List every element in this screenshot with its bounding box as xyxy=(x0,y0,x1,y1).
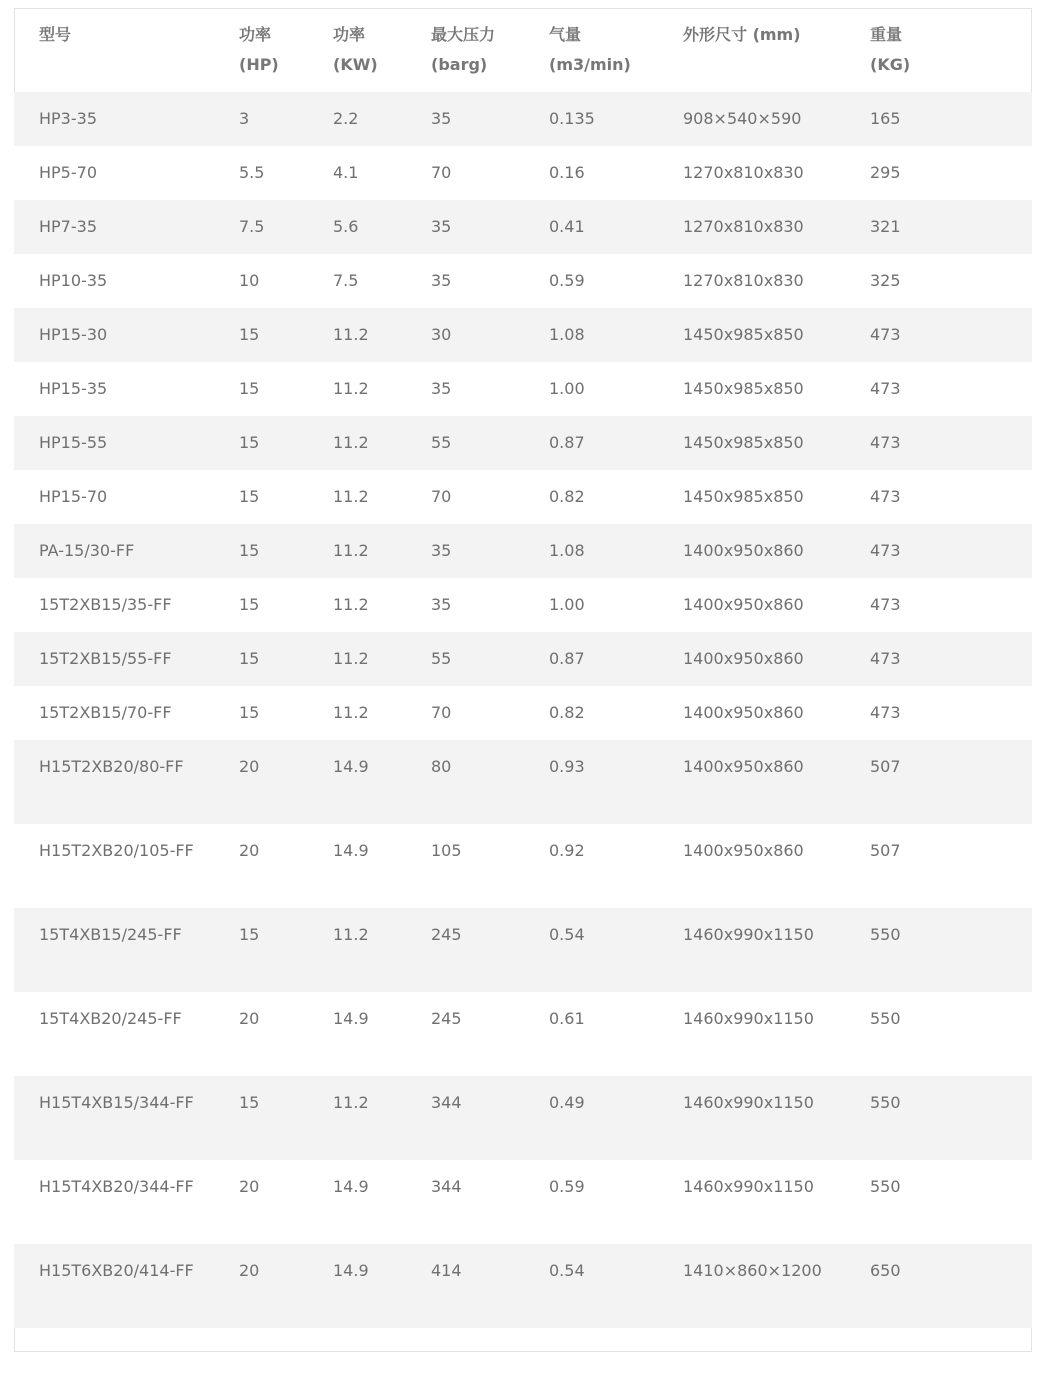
header-weight-unit: (KG) xyxy=(870,55,911,74)
cell-model: H15T4XB20/344-FF xyxy=(39,1177,194,1196)
cell-hp: 15 xyxy=(239,595,260,614)
cell-weight: 473 xyxy=(870,433,901,452)
table-row xyxy=(14,824,1032,908)
cell-dimensions: 1400x950x860 xyxy=(683,541,804,560)
cell-weight: 550 xyxy=(870,1093,901,1112)
cell-flow: 0.54 xyxy=(549,925,585,944)
cell-hp: 3 xyxy=(239,109,250,128)
cell-flow: 0.93 xyxy=(549,757,585,776)
cell-hp: 20 xyxy=(239,1261,260,1280)
cell-flow: 0.87 xyxy=(549,649,585,668)
cell-hp: 15 xyxy=(239,487,260,506)
cell-weight: 507 xyxy=(870,841,901,860)
cell-weight: 321 xyxy=(870,217,901,236)
cell-hp: 5.5 xyxy=(239,163,265,182)
cell-weight: 650 xyxy=(870,1261,901,1280)
cell-flow: 0.82 xyxy=(549,703,585,722)
header-hp-label: 功率 xyxy=(239,25,272,44)
cell-kw: 11.2 xyxy=(333,703,369,722)
cell-model: 15T2XB15/55-FF xyxy=(39,649,172,668)
header-weight xyxy=(870,8,1032,92)
header-hp-unit: (HP) xyxy=(239,55,279,74)
cell-model: PA-15/30-FF xyxy=(39,541,135,560)
cell-dimensions: 1460x990x1150 xyxy=(683,925,814,944)
cell-weight: 473 xyxy=(870,649,901,668)
cell-weight: 473 xyxy=(870,379,901,398)
cell-dimensions: 1400x950x860 xyxy=(683,841,804,860)
cell-weight: 473 xyxy=(870,325,901,344)
cell-model: HP15-55 xyxy=(39,433,108,452)
cell-dimensions: 1460x990x1150 xyxy=(683,1009,814,1028)
cell-model: HP15-70 xyxy=(39,487,108,506)
cell-flow: 0.59 xyxy=(549,271,585,290)
cell-pressure: 55 xyxy=(431,649,452,668)
cell-pressure: 70 xyxy=(431,703,452,722)
cell-hp: 15 xyxy=(239,325,260,344)
cell-model: HP10-35 xyxy=(39,271,108,290)
cell-model: 15T4XB15/245-FF xyxy=(39,925,182,944)
cell-hp: 15 xyxy=(239,541,260,560)
cell-flow: 0.61 xyxy=(549,1009,585,1028)
cell-dimensions: 1270x810x830 xyxy=(683,217,804,236)
cell-weight: 550 xyxy=(870,925,901,944)
table-row xyxy=(14,992,1032,1076)
header-model-label: 型号 xyxy=(39,25,72,44)
cell-flow: 0.54 xyxy=(549,1261,585,1280)
cell-weight: 507 xyxy=(870,757,901,776)
cell-kw: 14.9 xyxy=(333,1261,369,1280)
cell-hp: 20 xyxy=(239,1177,260,1196)
cell-dimensions: 1270x810x830 xyxy=(683,163,804,182)
cell-kw: 11.2 xyxy=(333,325,369,344)
cell-flow: 1.00 xyxy=(549,379,585,398)
header-model xyxy=(14,8,239,92)
cell-weight: 295 xyxy=(870,163,901,182)
cell-dimensions: 1460x990x1150 xyxy=(683,1177,814,1196)
cell-pressure: 245 xyxy=(431,1009,462,1028)
cell-kw: 7.5 xyxy=(333,271,359,290)
cell-weight: 473 xyxy=(870,487,901,506)
table-row xyxy=(14,578,1032,632)
cell-hp: 20 xyxy=(239,1009,260,1028)
header-flow-unit: (m3/min) xyxy=(549,55,631,74)
cell-weight: 473 xyxy=(870,541,901,560)
table-row xyxy=(14,92,1032,146)
cell-pressure: 344 xyxy=(431,1093,462,1112)
table-row xyxy=(14,470,1032,524)
cell-pressure: 70 xyxy=(431,163,452,182)
header-dims-label: 外形尺寸 (mm) xyxy=(683,25,801,44)
cell-model: 15T2XB15/70-FF xyxy=(39,703,172,722)
header-kw-label: 功率 xyxy=(333,25,366,44)
table-row xyxy=(14,308,1032,362)
cell-pressure: 80 xyxy=(431,757,452,776)
cell-kw: 11.2 xyxy=(333,595,369,614)
cell-model: H15T2XB20/80-FF xyxy=(39,757,184,776)
header-pressure xyxy=(431,8,549,92)
table-row xyxy=(14,416,1032,470)
cell-model: 15T4XB20/245-FF xyxy=(39,1009,182,1028)
cell-flow: 0.59 xyxy=(549,1177,585,1196)
cell-dimensions: 1400x950x860 xyxy=(683,595,804,614)
header-kw xyxy=(333,8,431,92)
table-row xyxy=(14,1244,1032,1328)
cell-hp: 10 xyxy=(239,271,260,290)
cell-pressure: 414 xyxy=(431,1261,462,1280)
cell-dimensions: 1400x950x860 xyxy=(683,757,804,776)
table-row xyxy=(14,740,1032,824)
cell-weight: 473 xyxy=(870,703,901,722)
cell-flow: 1.00 xyxy=(549,595,585,614)
cell-kw: 2.2 xyxy=(333,109,359,128)
spec-table-container xyxy=(14,8,1032,1352)
cell-hp: 20 xyxy=(239,757,260,776)
cell-model: HP5-70 xyxy=(39,163,97,182)
table-row xyxy=(14,254,1032,308)
cell-pressure: 70 xyxy=(431,487,452,506)
header-weight-label: 重量 xyxy=(870,25,903,44)
cell-model: H15T6XB20/414-FF xyxy=(39,1261,194,1280)
cell-model: HP7-35 xyxy=(39,217,97,236)
cell-hp: 15 xyxy=(239,703,260,722)
header-pressure-label: 最大压力 xyxy=(431,25,496,44)
table-row xyxy=(14,200,1032,254)
cell-flow: 0.87 xyxy=(549,433,585,452)
cell-hp: 7.5 xyxy=(239,217,265,236)
cell-model: 15T2XB15/35-FF xyxy=(39,595,172,614)
cell-dimensions: 1400x950x860 xyxy=(683,649,804,668)
cell-weight: 473 xyxy=(870,595,901,614)
cell-kw: 11.2 xyxy=(333,1093,369,1112)
header-flow-label: 气量 xyxy=(549,25,582,44)
table-row xyxy=(14,362,1032,416)
cell-dimensions: 1400x950x860 xyxy=(683,703,804,722)
cell-flow: 1.08 xyxy=(549,541,585,560)
table-row xyxy=(14,1160,1032,1244)
header-pressure-unit: (barg) xyxy=(431,55,488,74)
cell-kw: 14.9 xyxy=(333,1009,369,1028)
table-row xyxy=(14,686,1032,740)
cell-kw: 11.2 xyxy=(333,925,369,944)
cell-flow: 0.135 xyxy=(549,109,595,128)
cell-weight: 165 xyxy=(870,109,901,128)
cell-kw: 11.2 xyxy=(333,487,369,506)
header-dims xyxy=(683,8,870,92)
cell-pressure: 35 xyxy=(431,595,452,614)
table-row xyxy=(14,146,1032,200)
table-body xyxy=(14,92,1032,1328)
cell-model: H15T4XB15/344-FF xyxy=(39,1093,194,1112)
cell-dimensions: 1450x985x850 xyxy=(683,325,804,344)
cell-weight: 325 xyxy=(870,271,901,290)
cell-hp: 15 xyxy=(239,925,260,944)
cell-pressure: 344 xyxy=(431,1177,462,1196)
cell-kw: 11.2 xyxy=(333,649,369,668)
cell-hp: 15 xyxy=(239,433,260,452)
cell-kw: 14.9 xyxy=(333,841,369,860)
cell-flow: 0.41 xyxy=(549,217,585,236)
cell-kw: 11.2 xyxy=(333,379,369,398)
cell-pressure: 30 xyxy=(431,325,452,344)
cell-hp: 15 xyxy=(239,649,260,668)
cell-kw: 11.2 xyxy=(333,433,369,452)
cell-flow: 0.49 xyxy=(549,1093,585,1112)
cell-pressure: 35 xyxy=(431,217,452,236)
table-row xyxy=(14,1076,1032,1160)
table-row xyxy=(14,524,1032,578)
cell-dimensions: 1450x985x850 xyxy=(683,487,804,506)
cell-flow: 1.08 xyxy=(549,325,585,344)
cell-pressure: 35 xyxy=(431,379,452,398)
cell-pressure: 55 xyxy=(431,433,452,452)
cell-dimensions: 1450x985x850 xyxy=(683,379,804,398)
cell-dimensions: 1410×860×1200 xyxy=(683,1261,822,1280)
cell-flow: 0.82 xyxy=(549,487,585,506)
cell-model: HP15-35 xyxy=(39,379,108,398)
cell-weight: 550 xyxy=(870,1177,901,1196)
cell-hp: 15 xyxy=(239,379,260,398)
cell-flow: 0.92 xyxy=(549,841,585,860)
header-hp xyxy=(239,8,333,92)
cell-pressure: 35 xyxy=(431,109,452,128)
cell-model: HP3-35 xyxy=(39,109,97,128)
header-flow xyxy=(549,8,683,92)
cell-pressure: 35 xyxy=(431,271,452,290)
cell-model: H15T2XB20/105-FF xyxy=(39,841,194,860)
cell-dimensions: 1270x810x830 xyxy=(683,271,804,290)
cell-kw: 14.9 xyxy=(333,757,369,776)
header-row xyxy=(14,8,1032,92)
cell-kw: 14.9 xyxy=(333,1177,369,1196)
cell-pressure: 35 xyxy=(431,541,452,560)
cell-hp: 15 xyxy=(239,1093,260,1112)
cell-pressure: 245 xyxy=(431,925,462,944)
cell-weight: 550 xyxy=(870,1009,901,1028)
header-kw-unit: (KW) xyxy=(333,55,378,74)
cell-dimensions: 908×540×590 xyxy=(683,109,802,128)
cell-pressure: 105 xyxy=(431,841,462,860)
table-row xyxy=(14,632,1032,686)
cell-kw: 4.1 xyxy=(333,163,359,182)
cell-dimensions: 1460x990x1150 xyxy=(683,1093,814,1112)
cell-flow: 0.16 xyxy=(549,163,585,182)
spec-table xyxy=(14,8,1032,1328)
cell-model: HP15-30 xyxy=(39,325,108,344)
table-header xyxy=(14,8,1032,92)
cell-kw: 11.2 xyxy=(333,541,369,560)
cell-hp: 20 xyxy=(239,841,260,860)
table-row xyxy=(14,908,1032,992)
cell-kw: 5.6 xyxy=(333,217,359,236)
cell-dimensions: 1450x985x850 xyxy=(683,433,804,452)
